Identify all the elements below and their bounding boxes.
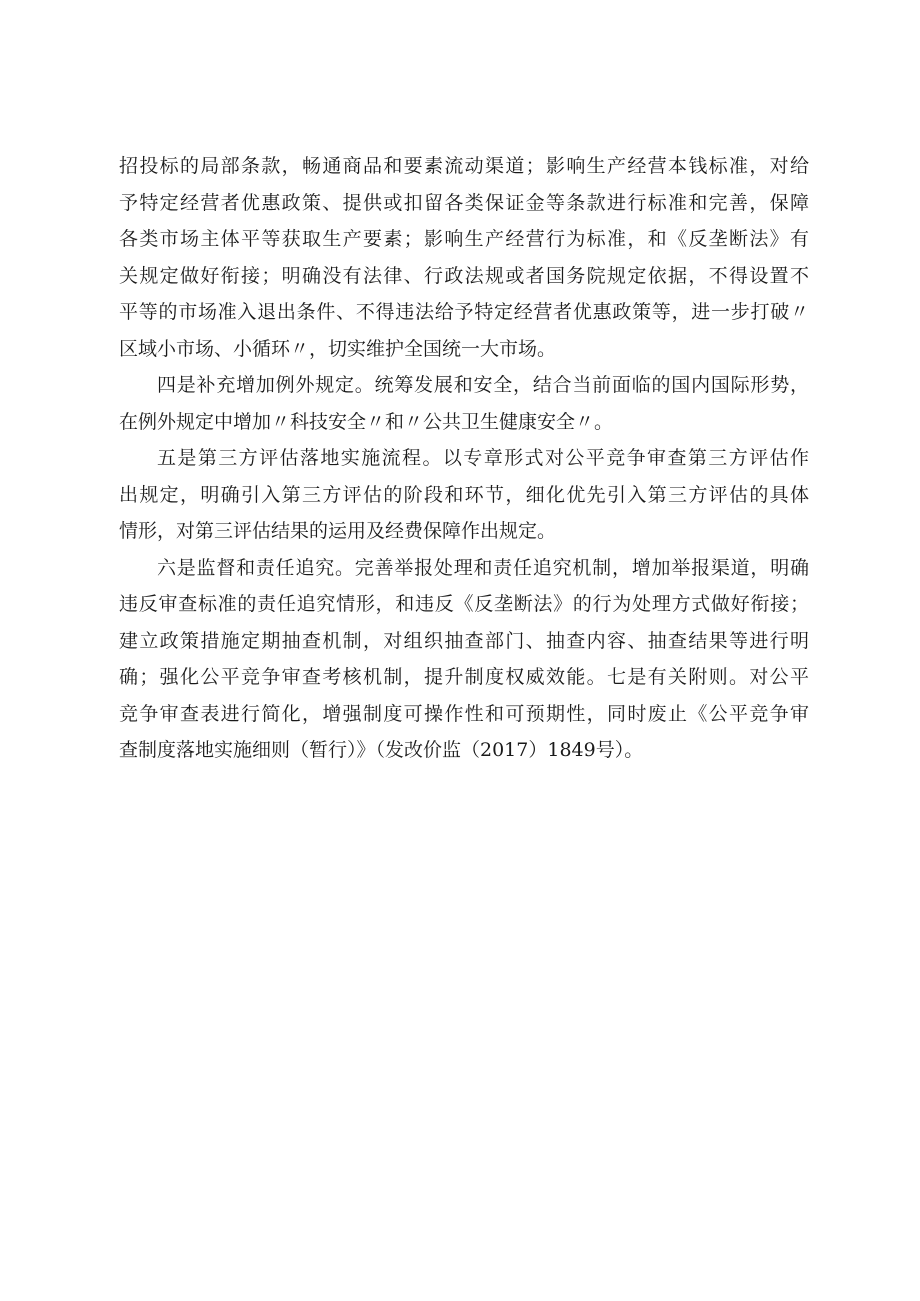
- text-line: 确；强化公平竞争审查考核机制，提升制度权威效能。七是有关附则。对公平: [119, 666, 809, 688]
- text-line: 五是第三方评估落地实施流程。以专章形式对公平竞争审查第三方评估作: [157, 447, 809, 469]
- text-line: 关规定做好衔接；明确没有法律、行政法规或者国务院规定依据，不得设置不: [119, 264, 809, 287]
- body-text: [119, 148, 809, 769]
- text-line: 各类市场主体平等获取生产要素；影响生产经营行为标准，和《反垄断法》有: [119, 228, 809, 250]
- text-line: 违反审查标准的责任追究情形，和违反《反垄断法》的行为处理方式做好衔接；: [119, 593, 809, 615]
- text-line: 出规定，明确引入第三方评估的阶段和环节，细化优先引入第三方评估的具体: [119, 483, 809, 506]
- text-line: 六是监督和责任追究。完善举报处理和责任追究机制，增加举报渠道，明确: [157, 556, 809, 579]
- text-line: 在例外规定中增加〃科技安全〃和〃公共卫生健康安全〃。: [119, 410, 614, 433]
- text-line: 情形，对第三评估结果的运用及经费保障作出规定。: [119, 520, 557, 542]
- text-line: 平等的市场准入退出条件、不得违法给予特定经营者优惠政策等，进一步打破〃: [119, 301, 809, 323]
- text-line: 区域小市场、小循环〃，切实维护全国统一大市场。: [119, 337, 557, 360]
- text-line: 竞争审查表进行简化，增强制度可操作性和可预期性，同时废止《公平竞争审: [119, 702, 809, 725]
- text-line: 四是补充增加例外规定。统筹发展和安全，结合当前面临的国内国际形势，: [157, 374, 809, 396]
- text-line: 查制度落地实施细则（暂行）》（发改价监（2017）1849号）。: [119, 739, 644, 761]
- text-line: 予特定经营者优惠政策、提供或扣留各类保证金等条款进行标准和完善，保障: [119, 191, 809, 214]
- text-line: 建立政策措施定期抽查机制，对组织抽查部门、抽查内容、抽查结果等进行明: [119, 629, 809, 652]
- text-line: 招投标的局部条款，畅通商品和要素流动渠道；影响生产经营本钱标准，对给: [119, 155, 809, 177]
